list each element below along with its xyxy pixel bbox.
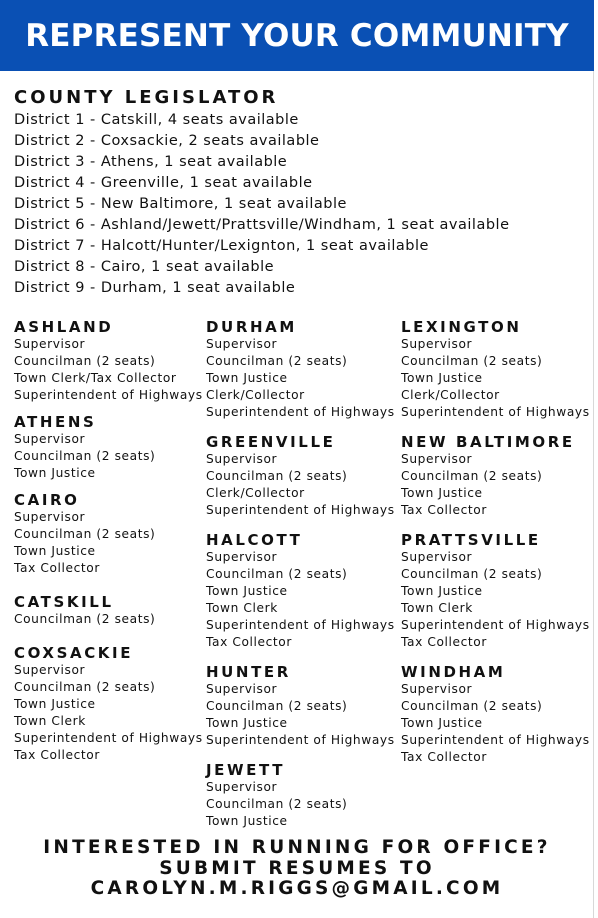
office-item: Town Justice	[401, 486, 483, 500]
towns-column-2	[206, 318, 395, 842]
office-item: Superintendent of Highways	[206, 618, 395, 632]
office-item: Supervisor	[206, 452, 278, 466]
office-item: Supervisor	[14, 510, 86, 524]
district-line: District 6 - Ashland/Jewett/Prattsville/Windham, 1 seat available	[14, 217, 510, 233]
office-item: Superintendent of Highways	[401, 618, 590, 632]
office-item: Superintendent of Highways	[206, 503, 395, 517]
district-line: District 7 - Halcott/Hunter/Lexignton, 1 seat available	[14, 238, 429, 254]
district-line: District 3 - Athens, 1 seat available	[14, 154, 288, 170]
office-item: Superintendent of Highways	[14, 388, 203, 402]
town-block-durham	[206, 318, 395, 421]
office-item: Tax Collector	[401, 750, 487, 764]
town-name: HALCOTT	[206, 531, 303, 549]
office-item: Supervisor	[401, 550, 473, 564]
office-item: Superintendent of Highways	[401, 405, 590, 419]
office-item: Councilman (2 seats)	[206, 797, 348, 811]
town-block-greenville	[206, 433, 395, 519]
office-item: Supervisor	[206, 550, 278, 564]
towns-column-1	[14, 318, 203, 776]
district-line: District 5 - New Baltimore, 1 seat available	[14, 196, 347, 212]
office-item: Councilman (2 seats)	[401, 567, 543, 581]
town-name: JEWETT	[206, 761, 286, 779]
town-block-catskill	[14, 593, 203, 628]
office-item: Supervisor	[206, 337, 278, 351]
town-block-jewett	[206, 761, 395, 830]
office-item: Supervisor	[14, 432, 86, 446]
office-item: Town Justice	[401, 584, 483, 598]
town-block-coxsackie	[14, 644, 203, 764]
town-name: ATHENS	[14, 413, 97, 431]
district-line: District 8 - Cairo, 1 seat available	[14, 259, 275, 275]
office-item: Tax Collector	[401, 503, 487, 517]
town-block-halcott	[206, 531, 395, 651]
office-item: Supervisor	[401, 337, 473, 351]
district-line: District 9 - Durham, 1 seat available	[14, 280, 296, 296]
office-item: Tax Collector	[206, 635, 292, 649]
county-legislator-section	[14, 87, 510, 299]
office-item: Town Justice	[14, 697, 96, 711]
office-item: Supervisor	[401, 452, 473, 466]
office-item: Town Justice	[401, 371, 483, 385]
town-block-windham	[401, 663, 590, 766]
district-line: District 1 - Catskill, 4 seats available	[14, 112, 299, 128]
office-item: Councilman (2 seats)	[206, 699, 348, 713]
town-name: CAIRO	[14, 491, 80, 509]
contact-email: CAROLYN.M.RIGGS@GMAIL.COM	[90, 878, 504, 899]
office-item: Superintendent of Highways	[14, 731, 203, 745]
town-name: COXSACKIE	[14, 644, 134, 662]
office-item: Councilman (2 seats)	[401, 469, 543, 483]
office-item: Supervisor	[14, 337, 86, 351]
office-item: Town Justice	[401, 716, 483, 730]
office-item: Clerk/Collector	[206, 388, 305, 402]
office-item: Superintendent of Highways	[206, 405, 395, 419]
office-item: Councilman (2 seats)	[206, 567, 348, 581]
office-item: Councilman (2 seats)	[401, 354, 543, 368]
town-name: GREENVILLE	[206, 433, 336, 451]
town-name: ASHLAND	[14, 318, 114, 336]
office-item: Tax Collector	[14, 748, 100, 762]
office-item: Town Clerk	[14, 714, 86, 728]
legislator-heading: COUNTY LEGISLATOR	[14, 87, 279, 108]
office-item: Supervisor	[206, 780, 278, 794]
town-block-athens	[14, 413, 203, 482]
office-item: Councilman (2 seats)	[14, 527, 156, 541]
town-block-cairo	[14, 491, 203, 577]
cta-question: INTERESTED IN RUNNING FOR OFFICE?	[43, 837, 551, 858]
town-name: LEXINGTON	[401, 318, 522, 336]
office-item: Town Justice	[206, 584, 288, 598]
office-item: Tax Collector	[14, 561, 100, 575]
town-block-lexington	[401, 318, 590, 421]
town-name: PRATTSVILLE	[401, 531, 541, 549]
office-item: Town Justice	[206, 371, 288, 385]
office-item: Town Justice	[14, 466, 96, 480]
office-item: Superintendent of Highways	[401, 733, 590, 747]
office-item: Town Justice	[206, 716, 288, 730]
office-item: Councilman (2 seats)	[206, 469, 348, 483]
office-item: Councilman (2 seats)	[14, 449, 156, 463]
office-item: Supervisor	[206, 682, 278, 696]
town-name: DURHAM	[206, 318, 297, 336]
office-item: Councilman (2 seats)	[401, 699, 543, 713]
office-item: Supervisor	[14, 663, 86, 677]
office-item: Town Justice	[206, 814, 288, 828]
town-name: WINDHAM	[401, 663, 506, 681]
office-item: Town Justice	[14, 544, 96, 558]
town-name: CATSKILL	[14, 593, 114, 611]
call-to-action	[0, 838, 594, 900]
town-name: HUNTER	[206, 663, 291, 681]
office-item: Superintendent of Highways	[206, 733, 395, 747]
office-item: Town Clerk	[206, 601, 278, 615]
office-item: Councilman (2 seats)	[14, 680, 156, 694]
town-block-prattsville	[401, 531, 590, 651]
town-block-new-baltimore	[401, 433, 590, 519]
office-item: Clerk/Collector	[206, 486, 305, 500]
cta-submit: SUBMIT RESUMES TO	[159, 857, 435, 879]
office-item: Councilman (2 seats)	[14, 612, 156, 626]
town-block-hunter	[206, 663, 395, 749]
office-item: Supervisor	[401, 682, 473, 696]
towns-column-3	[401, 318, 590, 778]
town-block-ashland	[14, 318, 203, 404]
office-item: Clerk/Collector	[401, 388, 500, 402]
town-name: NEW BALTIMORE	[401, 433, 575, 451]
district-line: District 2 - Coxsackie, 2 seats available	[14, 133, 320, 149]
office-item: Tax Collector	[401, 635, 487, 649]
office-item: Town Clerk/Tax Collector	[14, 371, 177, 385]
office-item: Councilman (2 seats)	[206, 354, 348, 368]
banner-title: REPRESENT YOUR COMMUNITY	[0, 0, 594, 71]
office-item: Councilman (2 seats)	[14, 354, 156, 368]
district-line: District 4 - Greenville, 1 seat available	[14, 175, 313, 191]
office-item: Town Clerk	[401, 601, 473, 615]
